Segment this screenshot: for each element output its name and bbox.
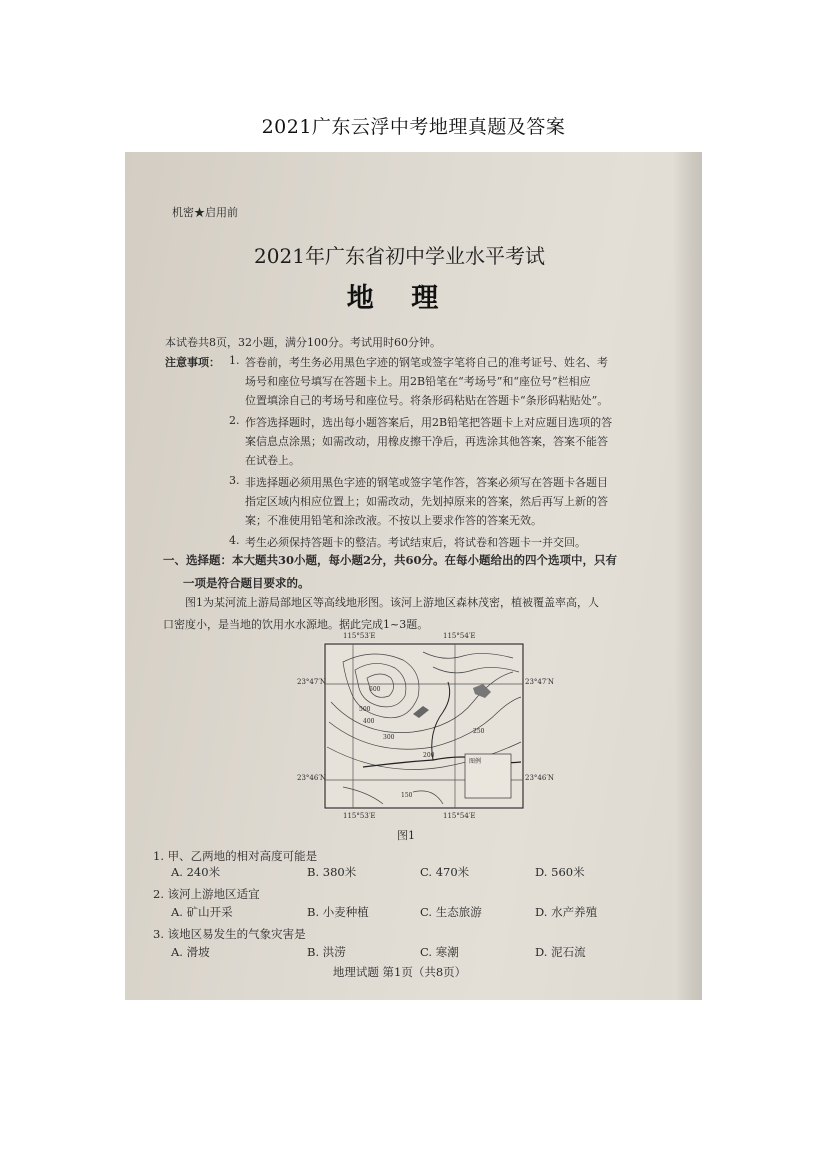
note-number: 3.	[229, 474, 240, 487]
note-line: 指定区域内相应位置上；如需改动，先划掉原来的答案，然后再写上新的答	[245, 495, 608, 508]
contour-label: 150	[401, 792, 413, 799]
contour-label: 300	[383, 734, 395, 741]
question-stem: 1. 甲、乙两地的相对高度可能是	[153, 849, 318, 863]
question-intro-cont: 口密度小，是当地的饮用水水源地。据此完成1~3题。	[163, 618, 429, 631]
question-option: B. 380米	[307, 865, 357, 879]
longitude-label-right: 115°54′E	[443, 632, 476, 640]
question-option: D. 水产养殖	[535, 905, 598, 919]
secret-label: 机密★启用前	[172, 206, 238, 219]
contour-label: 400	[363, 718, 375, 725]
note-number: 2.	[229, 414, 240, 427]
note-line: 场号和座位号填写在答题卡上。用2B铅笔在“考场号”和“座位号”栏相应	[245, 375, 591, 388]
exam-title: 2021年广东省初中学业水平考试	[254, 244, 545, 268]
section-heading-cont: 一项是符合题目要求的。	[183, 576, 310, 590]
notes-heading: 注意事项：	[165, 356, 220, 369]
question-option: C. 生态旅游	[420, 905, 482, 919]
question-option: A. 240米	[171, 865, 221, 879]
note-line: 案信息点涂黑；如需改动，用橡皮擦干净后，再选涂其他答案，答案不能答	[245, 435, 608, 448]
question-option: B. 洪涝	[307, 945, 346, 959]
note-number: 1.	[229, 354, 240, 367]
figure-caption: 图1	[397, 829, 415, 842]
question-intro: 图1为某河流上游局部地区等高线地形图。该河上游地区森林茂密，植被覆盖率高，人	[185, 596, 599, 609]
page-footer: 地理试题 第1页（共8页）	[332, 965, 467, 979]
latitude-label-left: 23°46′N	[297, 774, 327, 782]
question-option: D. 560米	[535, 865, 585, 879]
contour-label: 200	[423, 752, 435, 759]
question-option: C. 470米	[420, 865, 470, 879]
question-option: A. 滑坡	[171, 945, 210, 959]
exam-paper-photo	[125, 152, 702, 1000]
contour-label: 500	[359, 706, 371, 713]
note-line: 案；不准使用铅笔和涂改液。不按以上要求作答的答案无效。	[245, 514, 542, 527]
note-line: 在试卷上。	[245, 454, 300, 467]
latitude-label-right: 23°47′N	[525, 678, 555, 686]
question-option: B. 小麦种植	[307, 905, 369, 919]
note-number: 4.	[229, 534, 240, 547]
question-option: D. 泥石流	[535, 945, 586, 959]
question-option: A. 矿山开采	[171, 905, 233, 919]
latitude-label-left: 23°47′N	[297, 678, 327, 686]
longitude-label-left: 115°53′E	[343, 632, 376, 640]
question-stem: 2. 该河上游地区适宜	[153, 887, 260, 901]
note-line: 考生必须保持答题卡的整洁。考试结束后，将试卷和答题卡一并交回。	[245, 536, 586, 549]
paper-spine-shadow	[674, 152, 702, 1000]
note-line: 答卷前，考生务必用黑色字迹的钢笔或签字笔将自己的准考证号、姓名、考	[245, 356, 608, 369]
contour-label: 250	[473, 728, 485, 735]
question-stem: 3. 该地区易发生的气象灾害是	[153, 927, 306, 941]
latitude-label-right: 23°46′N	[525, 774, 555, 782]
note-line: 非选择题必须用黑色字迹的钢笔或签字笔作答，答案必须写在答题卡各题目	[245, 476, 608, 489]
longitude-label-right: 115°54′E	[443, 812, 476, 820]
longitude-label-left: 115°53′E	[343, 812, 376, 820]
question-option: C. 寒潮	[420, 945, 459, 959]
contour-map	[297, 632, 555, 820]
note-line: 位置填涂自己的考场号和座位号。将条形码粘贴在答题卡“条形码粘贴处”。	[245, 394, 609, 407]
exam-info: 本试卷共8页，32小题，满分100分。考试用时60分钟。	[165, 336, 441, 349]
contour-label: 600	[369, 686, 381, 693]
section-heading: 一、选择题：本大题共30小题，每小题2分，共60分。在每小题给出的四个选项中，只有	[163, 553, 618, 567]
subject-title: 地 理	[346, 283, 453, 314]
note-line: 作答选择题时，选出每小题答案后，用2B铅笔把答题卡上对应题目选项的答	[245, 416, 613, 429]
document-title: 2021广东云浮中考地理真题及答案	[261, 116, 566, 138]
map-legend-title: 图例	[469, 758, 482, 765]
